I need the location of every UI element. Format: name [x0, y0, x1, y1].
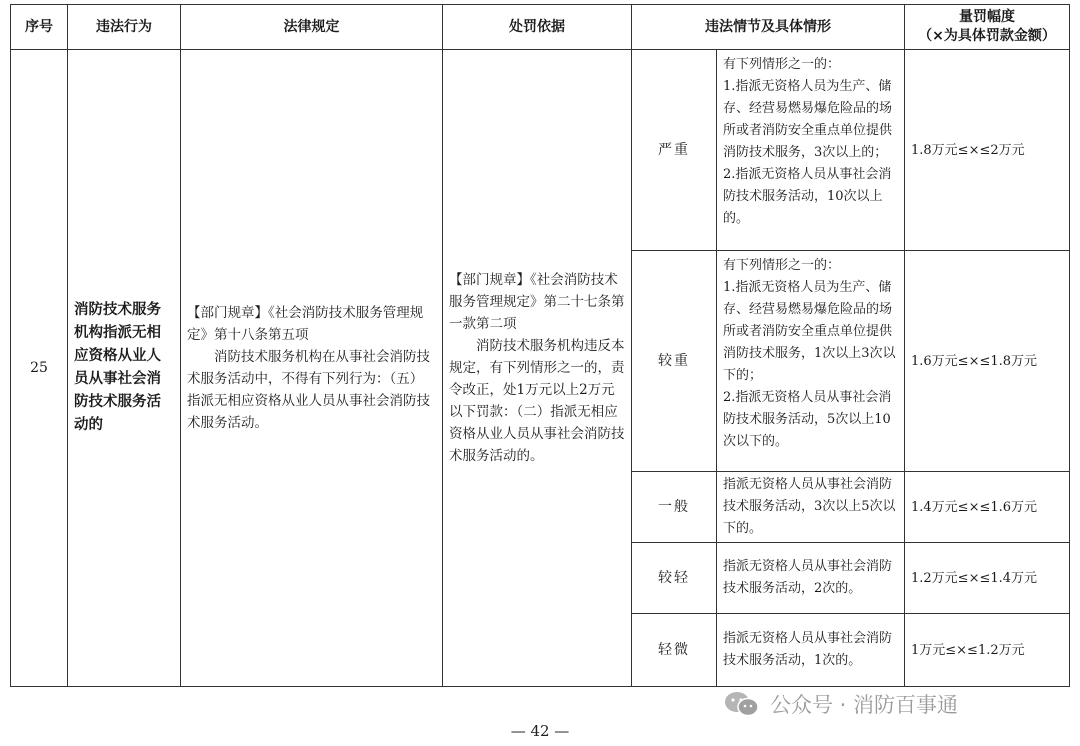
circumstance-line: 2.指派无资格人员从事社会消防技术服务活动，5次以上10次以下的。 [723, 390, 892, 449]
row-law [181, 50, 443, 687]
circumstance-line: 1.指派无资格人员为生产、储存、经营易燃易爆危险品的场所或者消防安全重点单位提供消防技术服务，1次以上3次以下的； [723, 280, 896, 383]
header-seq: 序号 [10, 4, 68, 50]
circumstance-line: 指派无资格人员从事社会消防技术服务活动，1次的。 [723, 631, 893, 668]
circumstance-line: 指派无资格人员从事社会消防技术服务活动，3次以上5次以下的。 [723, 477, 896, 536]
level-label: 一般 [632, 472, 717, 543]
level-label: 较重 [632, 251, 717, 472]
level-label: 轻微 [632, 614, 717, 687]
header-amount-line1: 量罚幅度 [959, 9, 1015, 25]
wechat-icon [722, 689, 762, 719]
level-circumstance [717, 614, 905, 687]
circumstance-line: 2.指派无资格人员从事社会消防技术服务活动，10次以上的。 [723, 167, 892, 226]
level-circumstance [717, 543, 905, 614]
level-circumstance [717, 50, 905, 251]
row-seq: 25 [10, 50, 68, 687]
row-behavior [68, 50, 181, 687]
row-behavior-text: 消防技术服务机构指派无相应资格从业人员从事社会消防技术服务活动的 [74, 302, 161, 433]
level-amount: 1.2万元≤×≤1.4万元 [905, 543, 1070, 614]
page-number: — 42 — [510, 722, 570, 740]
level-circumstance [717, 251, 905, 472]
level-circumstance [717, 472, 905, 543]
header-basis: 处罚依据 [443, 4, 632, 50]
law-body: 消防技术服务机构在从事社会消防技术服务活动中，不得有下列行为：（五）指派无相应资格从业人员从事社会消防技术服务活动。 [187, 349, 430, 431]
level-label: 较轻 [632, 543, 717, 614]
law-title: 【部门规章】《社会消防技术服务管理规定》第十八条第五项 [187, 305, 424, 343]
basis-title: 【部门规章】《社会消防技术服务管理规定》第二十七条第一款第二项 [449, 272, 625, 332]
circumstance-line: 指派无资格人员从事社会消防技术服务活动，2次的。 [723, 559, 893, 596]
level-amount: 1万元≤×≤1.2万元 [905, 614, 1070, 687]
header-circumstances: 违法情节及具体情形 [632, 4, 905, 50]
row-basis [443, 50, 632, 687]
level-amount: 1.4万元≤×≤1.6万元 [905, 472, 1070, 543]
basis-body: 消防技术服务机构违反本规定，有下列情形之一的，责令改正，处1万元以上2万元以下罚款：（二）指派无相应资格从业人员从事社会消防技术服务活动的。 [449, 338, 625, 464]
header-law: 法律规定 [181, 4, 443, 50]
circumstance-line: 有下列情形之一的： [723, 258, 841, 273]
level-label: 严重 [632, 50, 717, 251]
level-amount: 1.8万元≤×≤2万元 [905, 50, 1070, 251]
header-amount-line2: （×为具体罚款金额） [918, 28, 1056, 44]
circumstance-line: 有下列情形之一的： [723, 57, 841, 72]
header-amount [905, 4, 1070, 50]
header-behavior: 违法行为 [68, 4, 181, 50]
penalty-table [10, 4, 1070, 687]
level-amount: 1.6万元≤×≤1.8万元 [905, 251, 1070, 472]
watermark [722, 686, 1052, 722]
circumstance-line: 1.指派无资格人员为生产、储存、经营易燃易爆危险品的场所或者消防安全重点单位提供消防技术服务，3次以上的； [723, 79, 893, 160]
watermark-text: 公众号 · 消防百事通 [770, 693, 959, 717]
